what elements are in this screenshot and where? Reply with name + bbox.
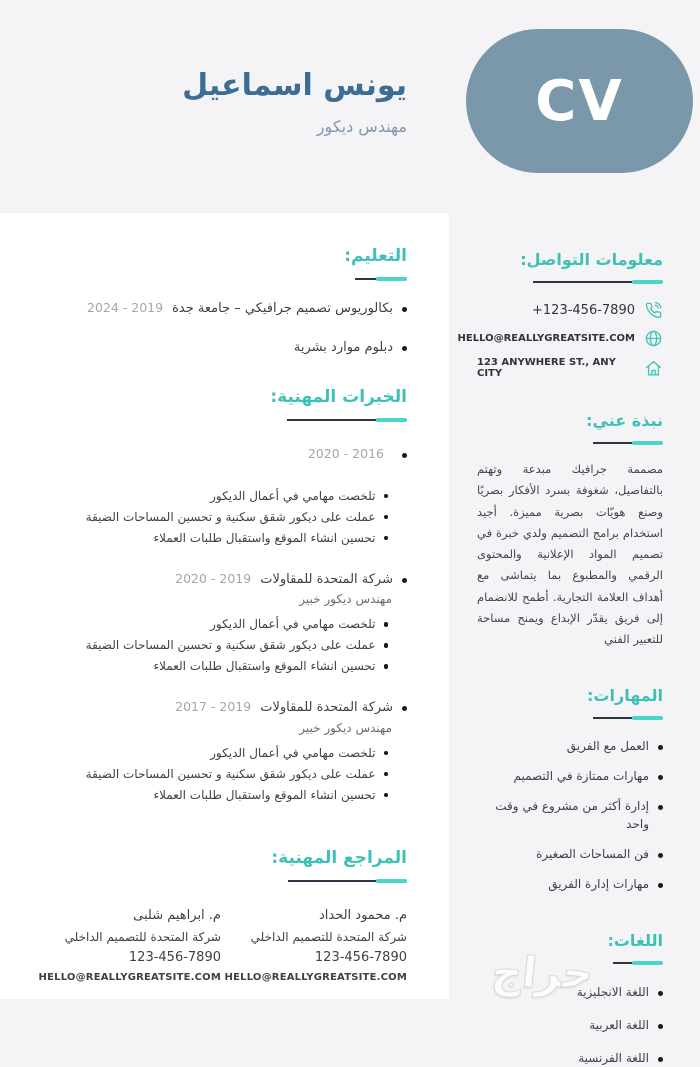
contact-address-text: 123 ANYWHERE ST., ANY CITY	[477, 357, 616, 379]
section-references	[35, 848, 407, 987]
bullet-dot	[658, 805, 663, 810]
sidebar	[449, 0, 700, 1066]
bullet-dot	[384, 793, 389, 798]
skill-item	[477, 845, 663, 863]
bullet-dot	[384, 622, 389, 627]
language-text: اللغة العربية	[589, 1018, 649, 1033]
contact-heading: معلومات التواصل:	[520, 250, 663, 269]
bullet-dot	[384, 751, 389, 756]
reference-phone: 123-456-7890	[314, 950, 407, 966]
header	[182, 68, 407, 136]
skill-text: إدارة أكثر من مشروع في وقت واحد	[495, 799, 649, 832]
bullet-dot	[384, 643, 389, 648]
entry-date: 2017 - 2019	[175, 699, 252, 715]
duty-text: تلخصت مهامي في أعمال الديكور	[210, 745, 376, 760]
bullet-dot	[384, 664, 389, 669]
skill-text: فن المساحات الصغيرة	[536, 847, 649, 862]
duty-item	[35, 657, 388, 675]
heading-rule	[288, 879, 407, 883]
duty-item	[35, 636, 388, 654]
role-title: مهندس ديكور خبير	[299, 720, 392, 735]
skill-item	[477, 875, 663, 893]
bullet-dot	[658, 775, 663, 780]
main-content	[35, 213, 407, 986]
cv-badge-label: CV	[535, 68, 624, 134]
section-experience	[35, 387, 407, 804]
reference-name: م. محمود الحداد	[318, 907, 407, 923]
duty-item	[35, 615, 388, 633]
reference-email: HELLO@REALLYGREATSITE.COM	[38, 972, 221, 984]
bullet-dot	[658, 883, 663, 888]
skill-text: مهارات إدارة الفريق	[548, 877, 649, 892]
duty-list	[35, 744, 388, 804]
contact-email-text: HELLO@REALLYGREATSITE.COM	[457, 333, 635, 344]
education-item	[35, 299, 407, 319]
contact-list	[457, 301, 663, 379]
education-item-date: 2024 - 2019	[87, 300, 164, 315]
bullet-dot	[402, 346, 407, 351]
page-title: يونس اسماعيل	[182, 68, 407, 103]
heading-rule	[287, 418, 407, 422]
skill-item	[477, 737, 663, 755]
language-item	[477, 1016, 663, 1034]
reference-card	[221, 905, 407, 987]
language-text: اللغة الانجليزية	[576, 985, 649, 1000]
skill-text: مهارات ممتازة في التصميم	[513, 769, 649, 784]
bullet-dot	[402, 706, 407, 711]
experience-heading: الخبرات المهنية:	[270, 387, 407, 407]
section-about	[477, 411, 663, 650]
duty-item	[35, 487, 388, 505]
languages-heading: اللغات:	[607, 931, 663, 951]
heading-rule	[593, 716, 663, 720]
bullet-dot	[402, 453, 407, 458]
skills-heading: المهارات:	[587, 686, 663, 706]
bullet-dot	[402, 578, 407, 583]
experience-entry-header	[35, 445, 407, 464]
duty-list	[35, 615, 388, 675]
duty-item	[35, 786, 388, 804]
duty-text: تحسين انشاء الموقع واستقبال طلبات العملاء	[153, 787, 376, 802]
duty-text: عملت على ديكور شقق سكنية و تحسين المساحات الضيقة	[85, 509, 376, 524]
duty-item	[35, 744, 388, 762]
bullet-dot	[402, 307, 407, 312]
skill-text: العمل مع الفريق	[566, 739, 649, 754]
experience-entry-header	[35, 698, 407, 718]
education-item	[35, 338, 407, 358]
contact-item-email	[457, 329, 663, 348]
education-heading: التعليم:	[344, 246, 407, 266]
duty-text: تحسين انشاء الموقع واستقبال طلبات العملاء	[153, 659, 376, 674]
skill-item	[477, 767, 663, 785]
bullet-dot	[658, 745, 663, 750]
company-name: شركة المتحدة للمقاولات	[260, 571, 393, 587]
role-title: مهندس ديكور خبير	[299, 592, 392, 607]
duty-item	[35, 765, 388, 783]
reference-card	[35, 905, 221, 987]
education-item-text: دبلوم موارد بشرية	[293, 339, 393, 355]
contact-phone-text: +123-456-7890	[532, 303, 635, 318]
bullet-dot	[658, 1024, 663, 1029]
bullet-dot	[384, 536, 389, 541]
duty-text: تلخصت مهامي في أعمال الديكور	[210, 488, 376, 503]
reference-company: شركة المتحدة للتصميم الداخلي	[64, 929, 221, 944]
references-heading: المراجع المهنية:	[271, 847, 407, 868]
entry-date: 2020 - 2019	[175, 570, 252, 586]
duty-text: عملت على ديكور شقق سكنية و تحسين المساحات الضيقة	[85, 766, 376, 781]
experience-entry	[35, 570, 407, 676]
bullet-dot	[384, 515, 389, 520]
bullet-dot	[658, 853, 663, 858]
reference-company: شركة المتحدة للتصميم الداخلي	[250, 929, 407, 944]
bullet-dot	[384, 494, 389, 499]
duty-item	[35, 529, 388, 547]
reference-name: م. ابراهيم شلبى	[133, 907, 221, 923]
duty-list	[35, 487, 388, 547]
heading-rule	[355, 277, 407, 281]
education-item-text: بكالوريوس تصميم جرافيكي – جامعة جدة	[172, 301, 393, 316]
contact-item-phone	[477, 301, 663, 320]
home-icon	[644, 359, 663, 378]
company-name: شركة المتحدة للمقاولات	[260, 700, 393, 716]
skill-item	[477, 797, 663, 833]
duty-text: تلخصت مهامي في أعمال الديكور	[210, 617, 376, 632]
heading-rule	[613, 961, 663, 965]
language-item	[477, 1049, 663, 1067]
section-skills	[477, 686, 663, 893]
section-education	[35, 246, 407, 357]
heading-rule	[593, 441, 663, 445]
duty-item	[35, 508, 388, 526]
bullet-dot	[658, 1057, 663, 1062]
education-list	[35, 299, 407, 357]
about-heading: نبذة عني:	[586, 411, 663, 430]
section-contact	[457, 250, 663, 379]
bullet-dot	[658, 991, 663, 996]
experience-entry-header	[35, 570, 407, 590]
experience-entry	[35, 445, 407, 547]
experience-entry	[35, 698, 407, 804]
about-text: مصممة جرافيك مبدعة وتهتم بالتفاصيل، شغوفة بسرد الأفكار بصريًا وصنع هويّات بصرية مميزة. أجيد استخدام برامج التصميم ولدي خبرة في تصميم المواد الإعلانية والمحتوى الرقمي والمطبوع بما يتماشى مع أهداف العلامة التجارية. أطمح للانضمام إلى فريق يقدّر الإبداع ويمنح مساحة للتعبير الفني	[477, 462, 663, 647]
reference-email: HELLO@REALLYGREATSITE.COM	[224, 972, 407, 984]
watermark: حراج	[489, 948, 596, 997]
contact-item-address	[477, 357, 663, 379]
duty-text: تحسين انشاء الموقع واستقبال طلبات العملاء	[153, 530, 376, 545]
phone-icon	[644, 301, 663, 320]
heading-rule	[533, 280, 663, 284]
skill-list	[477, 737, 663, 893]
globe-icon	[644, 329, 663, 348]
entry-date: 2020 - 2016	[307, 446, 384, 461]
reference-list	[35, 905, 407, 987]
reference-phone: 123-456-7890	[128, 950, 221, 966]
bullet-dot	[384, 772, 389, 777]
language-text: اللغة الفرنسية	[578, 1051, 649, 1066]
duty-text: عملت على ديكور شقق سكنية و تحسين المساحات الضيقة	[85, 638, 376, 653]
page-subtitle: مهندس ديكور	[316, 117, 407, 136]
